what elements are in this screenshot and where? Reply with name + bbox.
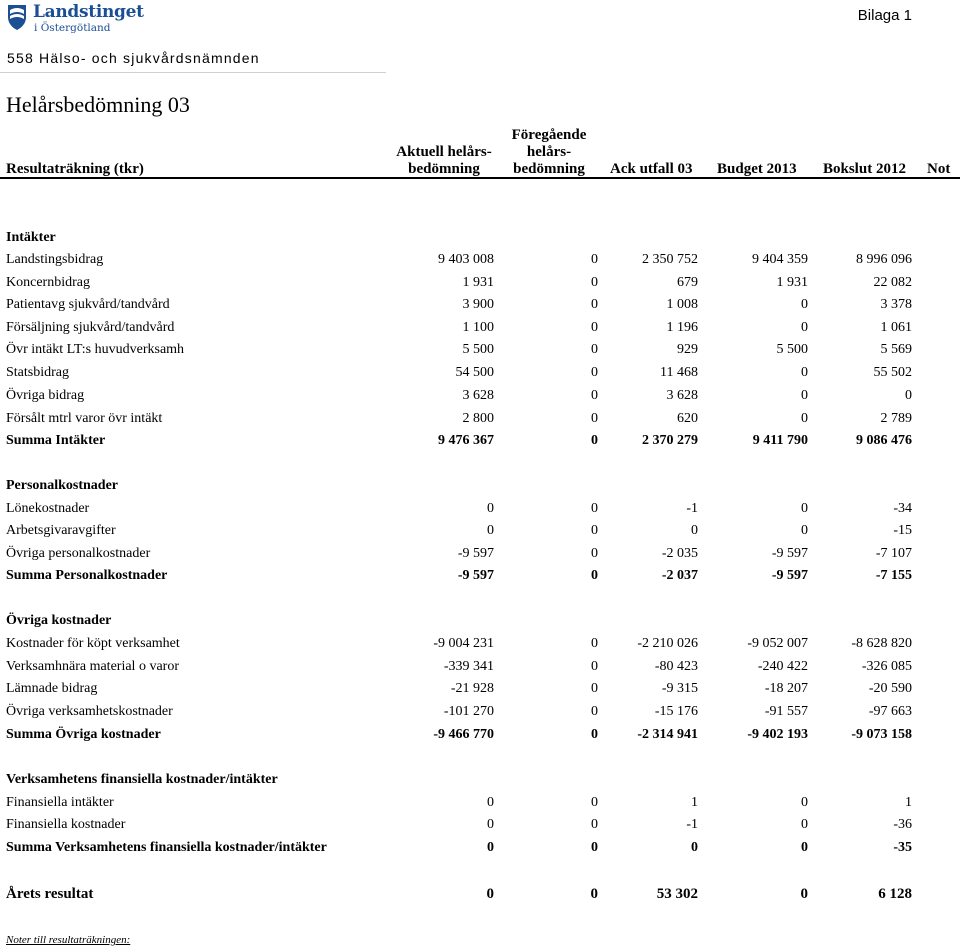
row-label: Övriga kostnader	[6, 613, 112, 628]
row-value: -18 207	[764, 681, 808, 696]
row-label: Övr intäkt LT:s huvudverksamh	[6, 342, 185, 357]
row-value: 0	[591, 342, 598, 357]
row-value: 0	[590, 886, 598, 902]
row-value: 3 628	[666, 388, 698, 403]
row-value: 0	[591, 636, 598, 651]
sum-row	[0, 840, 960, 860]
row-value: 0	[591, 704, 598, 719]
row-value: 54 500	[455, 365, 494, 380]
row-value: 1	[905, 795, 912, 810]
row-value: 2 350 752	[642, 252, 698, 267]
row-value: 0	[591, 501, 598, 516]
row-value: 0	[591, 275, 598, 290]
row-value: 1	[691, 795, 698, 810]
row-label: Kostnader för köpt verksamhet	[6, 636, 180, 651]
row-value: 0	[591, 388, 598, 403]
row-label: Lönekostnader	[6, 501, 90, 516]
section-row	[0, 230, 960, 250]
row-value: 0	[591, 546, 598, 561]
row-value: 1 196	[666, 320, 698, 335]
appendix-label: Bilaga 1	[857, 7, 912, 24]
row-value: 0	[487, 501, 494, 516]
row-value: -35	[893, 840, 912, 855]
row-value: 0	[591, 795, 598, 810]
row-value: -9 597	[457, 546, 494, 561]
committee-heading: 558 Hälso- och sjukvårdsnämnden	[7, 50, 260, 66]
row-value: 0	[591, 817, 598, 832]
row-label: Årets resultat	[6, 886, 94, 902]
row-value: 0	[801, 817, 808, 832]
row-label: Övriga verksamhetskostnader	[6, 704, 173, 719]
row-label: Verksamhnära material o varor	[6, 659, 179, 674]
row-label: Verksamhetens finansiella kostnader/intäkter	[6, 772, 278, 787]
column-header-foregaende-line-1: Föregående	[511, 127, 587, 143]
row-value: 11 468	[660, 365, 698, 380]
row-label: Försäljning sjukvård/tandvård	[6, 320, 175, 335]
row-value: 1 931	[776, 275, 808, 290]
row-value: -15 176	[654, 704, 698, 719]
column-header-foregaende	[494, 127, 604, 178]
section-row	[0, 772, 960, 792]
row-value: -326 085	[861, 659, 912, 674]
table-row	[0, 411, 960, 431]
row-label: Koncernbidrag	[6, 275, 90, 290]
row-value: -9 597	[771, 546, 808, 561]
row-label: Landstingsbidrag	[6, 252, 104, 267]
table-row	[0, 523, 960, 543]
row-value: 9 476 367	[438, 433, 494, 448]
notes-heading: Noter till resultaträkningen:	[6, 934, 131, 946]
column-header-budget: Budget 2013	[717, 161, 797, 177]
row-value: 0	[801, 297, 808, 312]
row-value: 0	[591, 659, 598, 674]
table-row	[0, 320, 960, 340]
table-row	[0, 388, 960, 408]
row-value: -91 557	[764, 704, 808, 719]
row-value: -9 052 007	[747, 636, 808, 651]
header-divider	[0, 72, 386, 73]
row-value: 0	[591, 523, 598, 538]
row-value: 0	[591, 252, 598, 267]
table-row	[0, 636, 960, 656]
column-header-bokslut: Bokslut 2012	[823, 161, 906, 177]
row-value: 0	[801, 795, 808, 810]
row-value: -9 402 193	[747, 727, 808, 742]
row-value: -2 037	[661, 568, 698, 583]
row-value: 0	[591, 727, 598, 742]
row-value: 0	[801, 365, 808, 380]
row-value: 0	[487, 523, 494, 538]
row-value: 0	[800, 886, 808, 902]
row-value: -20 590	[868, 681, 912, 696]
column-header-not: Not	[927, 161, 951, 177]
header-rule	[0, 177, 960, 179]
sum-row	[0, 727, 960, 747]
table-row	[0, 681, 960, 701]
row-value: -9 004 231	[433, 636, 494, 651]
table-row	[0, 817, 960, 837]
table-row	[0, 297, 960, 317]
column-header-ack: Ack utfall 03	[610, 161, 693, 177]
row-label: Summa Intäkter	[6, 433, 106, 448]
row-value: 0	[591, 365, 598, 380]
column-header-foregaende-line-3: bedömning	[513, 161, 585, 177]
column-header-foregaende-line-2: helårs-	[526, 144, 572, 160]
row-value: 0	[591, 411, 598, 426]
row-value: 0	[487, 817, 494, 832]
column-header-aktuell-line-2: bedömning	[408, 161, 480, 177]
row-value: 0	[591, 681, 598, 696]
row-value: 53 302	[656, 886, 698, 902]
row-value: -2 210 026	[637, 636, 698, 651]
row-value: -7 155	[875, 568, 912, 583]
row-value: -97 663	[868, 704, 912, 719]
sum-row	[0, 568, 960, 588]
row-value: 9 403 008	[438, 252, 494, 267]
section-row	[0, 613, 960, 633]
row-value: 0	[801, 411, 808, 426]
row-value: 0	[691, 840, 698, 855]
row-value: 8 996 096	[856, 252, 912, 267]
row-value: 0	[801, 388, 808, 403]
row-value: -36	[893, 817, 912, 832]
row-value: 2 800	[462, 411, 494, 426]
row-value: 0	[487, 840, 494, 855]
row-value: -34	[893, 501, 912, 516]
row-value: 22 082	[873, 275, 912, 290]
row-value: 0	[591, 840, 598, 855]
row-value: 0	[801, 320, 808, 335]
row-value: -9 466 770	[433, 727, 494, 742]
row-value: -9 597	[771, 568, 808, 583]
row-value: 0	[591, 433, 598, 448]
row-label: Patientavg sjukvård/tandvård	[6, 297, 170, 312]
row-label: Statsbidrag	[6, 365, 69, 380]
row-value: 1 008	[666, 297, 698, 312]
row-label: Summa Personalkostnader	[6, 568, 168, 583]
row-label: Intäkter	[6, 230, 56, 245]
column-header-aktuell-line-1: Aktuell helårs-	[396, 144, 492, 160]
row-value: 9 411 790	[752, 433, 808, 448]
page-title: Helårsbedömning 03	[6, 92, 190, 117]
row-value: -101 270	[443, 704, 494, 719]
logo-subtitle: i Östergötland	[34, 22, 111, 34]
column-header-label: Resultaträkning (tkr)	[6, 161, 144, 177]
row-value: 0	[801, 523, 808, 538]
row-label: Personalkostnader	[6, 478, 118, 493]
row-value: -15	[893, 523, 912, 538]
row-value: 2 789	[880, 411, 912, 426]
row-value: -9 073 158	[851, 727, 912, 742]
table-row	[0, 795, 960, 815]
row-value: 0	[801, 840, 808, 855]
row-value: -2 314 941	[637, 727, 698, 742]
row-value: 1 061	[880, 320, 912, 335]
row-value: 5 500	[462, 342, 494, 357]
row-value: 2 370 279	[642, 433, 698, 448]
table-row	[0, 546, 960, 566]
row-value: 3 378	[880, 297, 912, 312]
shield-logo-icon	[6, 3, 28, 36]
row-value: 0	[691, 523, 698, 538]
row-value: -2 035	[661, 546, 698, 561]
section-row	[0, 478, 960, 498]
row-value: 5 500	[776, 342, 808, 357]
row-value: -339 341	[443, 659, 494, 674]
row-label: Lämnade bidrag	[6, 681, 98, 696]
row-value: 1 931	[462, 275, 494, 290]
row-label: Summa Övriga kostnader	[6, 727, 161, 742]
column-header-aktuell	[384, 144, 504, 178]
row-value: 0	[801, 501, 808, 516]
row-value: 9 404 359	[752, 252, 808, 267]
row-value: -21 928	[450, 681, 494, 696]
table-row	[0, 252, 960, 272]
row-label: Finansiella kostnader	[6, 817, 126, 832]
landstinget-logo	[6, 2, 144, 36]
table-row	[0, 342, 960, 362]
row-value: -80 423	[654, 659, 698, 674]
table-row	[0, 704, 960, 724]
row-value: -7 107	[875, 546, 912, 561]
row-label: Summa Verksamhetens finansiella kostnader/intäkter	[6, 840, 327, 855]
row-value: -1	[686, 817, 698, 832]
row-value: 3 628	[462, 388, 494, 403]
row-value: 0	[591, 568, 598, 583]
sum-row	[0, 433, 960, 453]
row-value: -240 422	[757, 659, 808, 674]
row-value: 620	[677, 411, 698, 426]
row-value: -1	[686, 501, 698, 516]
row-value: 6 128	[878, 886, 912, 902]
row-value: 5 569	[880, 342, 912, 357]
row-value: 0	[487, 795, 494, 810]
logo-name: Landstinget	[33, 2, 144, 22]
row-value: 679	[677, 275, 698, 290]
row-label: Arbetsgivaravgifter	[6, 523, 116, 538]
row-value: -9 597	[457, 568, 494, 583]
row-value: 0	[591, 320, 598, 335]
table-row	[0, 275, 960, 295]
table-row	[0, 501, 960, 521]
row-value: 0	[905, 388, 912, 403]
row-value: 9 086 476	[856, 433, 912, 448]
row-value: 0	[486, 886, 494, 902]
row-value: -8 628 820	[851, 636, 912, 651]
row-value: 1 100	[462, 320, 494, 335]
row-label: Försålt mtrl varor övr intäkt	[6, 411, 163, 426]
row-label: Övriga bidrag	[6, 388, 85, 403]
row-value: 55 502	[873, 365, 912, 380]
row-value: 0	[591, 297, 598, 312]
row-label: Övriga personalkostnader	[6, 546, 151, 561]
row-value: -9 315	[661, 681, 698, 696]
table-row	[0, 659, 960, 679]
table-row	[0, 365, 960, 385]
row-label: Finansiella intäkter	[6, 795, 114, 810]
row-value: 3 900	[462, 297, 494, 312]
row-value: 929	[677, 342, 698, 357]
result-row	[0, 886, 960, 906]
